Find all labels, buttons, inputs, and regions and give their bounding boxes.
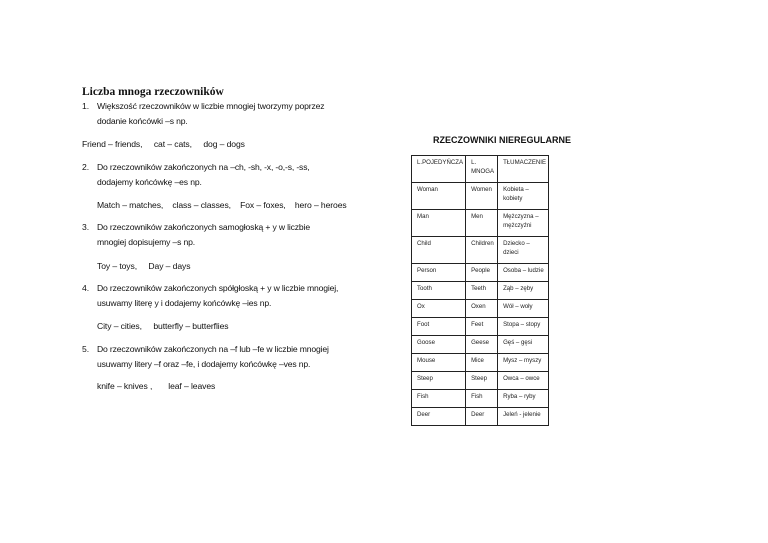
rule-5-line-1: Do rzeczowników zakończonych na –f lub –fe w liczbie mnogiej [97,344,329,354]
table-cell-plural: Fish [466,390,498,408]
table-cell-plural: Men [466,210,498,237]
header-cell-plural: L. MNOGA [466,156,498,183]
table-cell-translation: Kobieta – kobiety [498,183,549,210]
table-cell-plural: Steep [466,372,498,390]
table-cell-translation: Owca – owce [498,372,549,390]
table-cell-singular: Goose [412,336,466,354]
table-cell-singular: Fish [412,390,466,408]
rule-4-line-2: usuwamy literę y i dodajemy końcówkę –ies np. [97,298,272,308]
table-row [412,372,549,390]
table-cell-singular: Foot [412,318,466,336]
table-cell-plural: Mice [466,354,498,372]
rule-3-number: 3. [82,222,90,232]
rule-1-number: 1. [82,101,90,111]
table-cell-plural: Teeth [466,282,498,300]
table-cell-plural: Feet [466,318,498,336]
table-cell-translation: Jeleń - jelenie [498,408,549,426]
irregular-nouns-table [411,155,549,426]
rule-4-line-1: Do rzeczowników zakończonych spółgłoską + y w liczbie mnogiej, [97,283,339,293]
rule-1-line-2: dodanie końcówki –s np. [97,116,188,126]
page-title: Liczba mnoga rzeczowników [82,86,224,98]
rule-4-number: 4. [82,283,90,293]
table-row [412,282,549,300]
table-row [412,318,549,336]
table-cell-plural: People [466,264,498,282]
table-cell-singular: Tooth [412,282,466,300]
table-row [412,336,549,354]
table-cell-translation: Stopa – stopy [498,318,549,336]
rule-2-line-1: Do rzeczowników zakończonych na –ch, -sh, -x, -o,-s, -ss, [97,162,310,172]
table-row [412,264,549,282]
rule-1-line-1: Większość rzeczowników w liczbie mnogiej tworzymy poprzez [97,101,325,111]
table-cell-singular: Man [412,210,466,237]
table-row [412,237,549,264]
table-cell-translation: Gęś – gęsi [498,336,549,354]
table-cell-plural: Women [466,183,498,210]
table-row [412,354,549,372]
table-cell-singular: Deer [412,408,466,426]
table-row [412,183,549,210]
rule-2-number: 2. [82,162,90,172]
table-cell-singular: Ox [412,300,466,318]
table-row [412,408,549,426]
table-row [412,210,549,237]
table-header-row [412,156,549,183]
rule-2-example: Match – matches, class – classes, Fox – foxes, hero – heroes [97,200,347,210]
rule-4-example: City – cities, butterfly – butterflies [97,321,229,331]
table-cell-plural: Deer [466,408,498,426]
table-cell-plural: Geese [466,336,498,354]
table-cell-singular: Person [412,264,466,282]
header-cell-singular: L.POJEDYŃCZA [412,156,466,183]
rule-5-number: 5. [82,344,90,354]
table-cell-singular: Steep [412,372,466,390]
table-cell-plural: Oxen [466,300,498,318]
header-cell-translation: TŁUMACZENIE [498,156,549,183]
rule-5-example: knife – knives , leaf – leaves [97,381,216,391]
rule-3-line-2: mnogiej dopisujemy –s np. [97,237,195,247]
rule-3-example: Toy – toys, Day – days [97,261,191,271]
rule-2-line-2: dodajemy końcówkę –es np. [97,177,202,187]
rule-3-line-1: Do rzeczowników zakończonych samogłoską + y w liczbie [97,222,310,232]
table-cell-translation: Wół – woły [498,300,549,318]
table-cell-translation: Mysz – myszy [498,354,549,372]
table-row [412,390,549,408]
table-cell-plural: Children [466,237,498,264]
table-cell-translation: Dziecko – dzieci [498,237,549,264]
rule-1-example: Friend – friends, cat – cats, dog – dogs [82,139,245,149]
table-cell-singular: Child [412,237,466,264]
table-cell-translation: Osoba – ludzie [498,264,549,282]
table-row [412,300,549,318]
table-cell-singular: Woman [412,183,466,210]
table-cell-translation: Mężczyzna – mężczyźni [498,210,549,237]
table-cell-translation: Ryba – ryby [498,390,549,408]
table-title: RZECZOWNIKI NIEREGULARNE [433,135,571,145]
rule-5-line-2: usuwamy litery –f oraz –fe, i dodajemy końcówkę –ves np. [97,359,311,369]
table-cell-singular: Mouse [412,354,466,372]
table-cell-translation: Ząb – zęby [498,282,549,300]
